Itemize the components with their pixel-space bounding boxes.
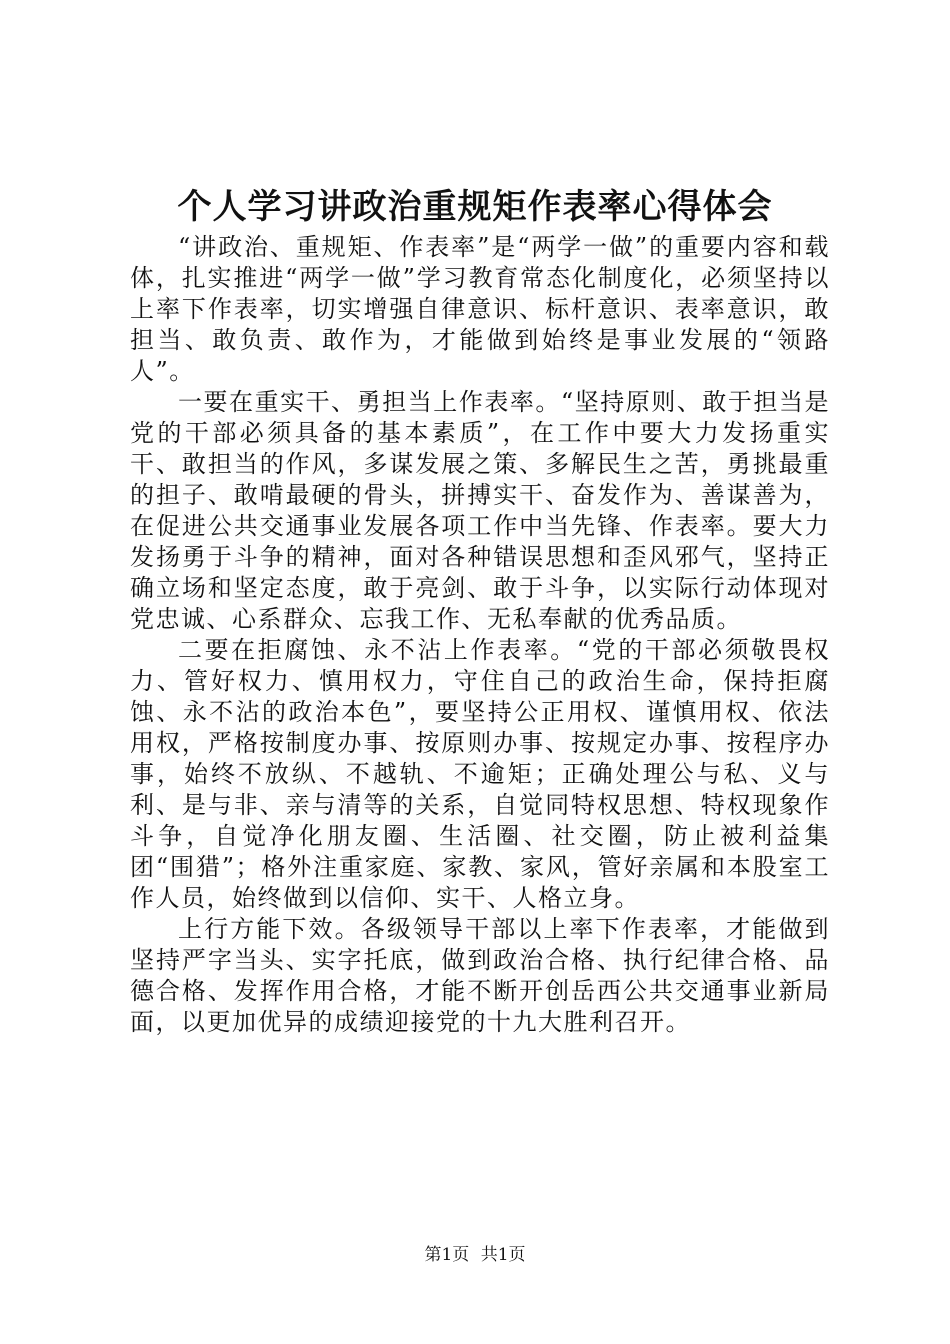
page-count: 共1页 (480, 1245, 526, 1265)
document-title: 个人学习讲政治重规矩作表率心得体会 (177, 187, 773, 227)
page-footer (0, 1243, 950, 1267)
paragraph-point-one: 一要在重实干、勇担当上作表率。“坚持原则、敢于担当是党的干部必须具备的基本素质”，在工作中要大力发扬重实干、敢担当的作风，多谋发展之策、多解民生之苦，勇挑最重的担子、敢啃最硬的骨头，拼搏实干、奋发作为、善谋善为，在促进公共交通事业发展各项工作中当先锋、作表率。要大力发扬勇于斗争的精神，面对各种错误思想和歪风邪气，坚持正确立场和坚定态度，敢于亮剑、敢于斗争，以实际行动体现对党忠诚、心系群众、忘我工作、无私奉献的优秀品质。 (130, 388, 830, 633)
paragraph-conclusion: 上行方能下效。各级领导干部以上率下作表率，才能做到坚持严字当头、实字托底，做到政治合格、执行纪律合格、品德合格、发挥作用合格，才能不断开创岳西公共交通事业新局面，以更加优异的成绩迎接党的十九大胜利召开。 (130, 915, 830, 1036)
page-number: 第1页 (424, 1245, 470, 1265)
paragraph-point-two: 二要在拒腐蚀、永不沾上作表率。“党的干部必须敬畏权力、管好权力、慎用权力，守住自己的政治生命，保持拒腐蚀、永不沾的政治本色”，要坚持公正用权、谨慎用权、依法用权，严格按制度办事、按原则办事、按规定办事、按程序办事，始终不放纵、不越轨、不逾矩；正确处理公与私、义与利、是与非、亲与清等的关系，自觉同特权思想、特权现象作斗争，自觉净化朋友圈、生活圈、社交圈，防止被利益集团“围猎”；格外注重家庭、家教、家风，管好亲属和本股室工作人员，始终做到以信仰、实干、人格立身。 (130, 636, 830, 912)
document-body (130, 232, 830, 1038)
paragraph-intro: “讲政治、重规矩、作表率”是“两学一做”的重要内容和载体，扎实推进“两学一做”学习教育常态化制度化，必须坚持以上率下作表率，切实增强自律意识、标杆意识、表率意识，敢担当、敢负责、敢作为，才能做到始终是事业发展的“领路人”。 (130, 233, 830, 385)
